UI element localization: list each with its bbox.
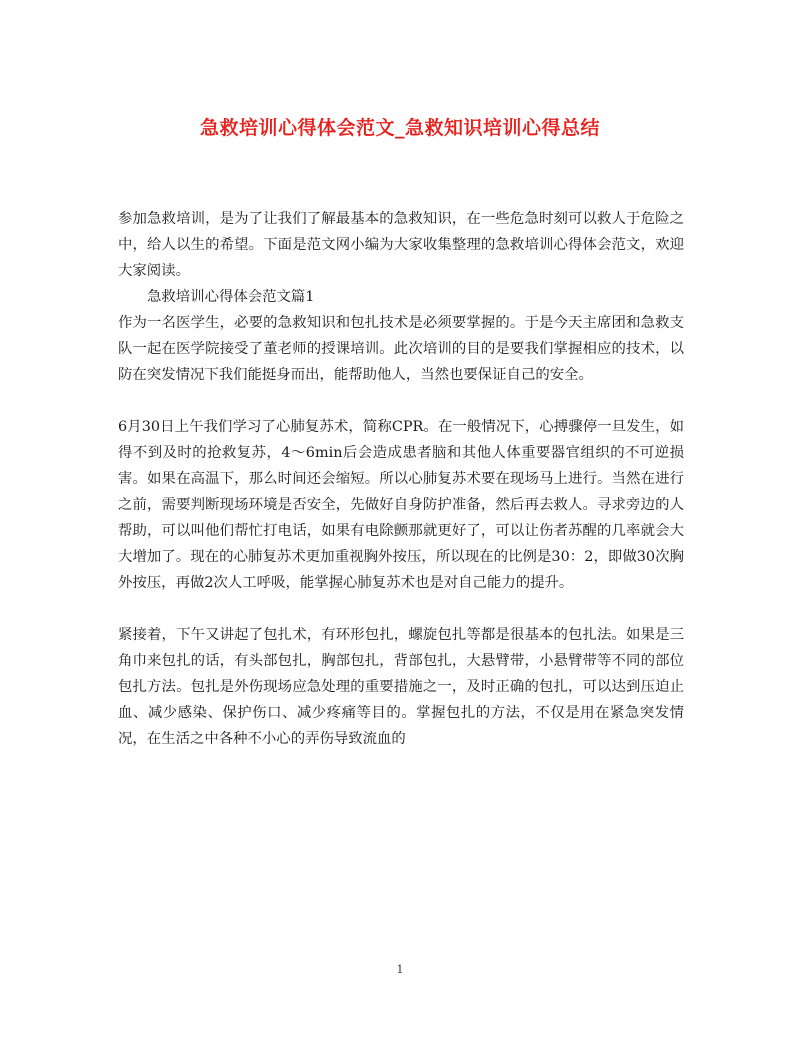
intro-paragraph: 参加急救培训，是为了让我们了解最基本的急救知识，在一些危急时刻可以救人于危险之中，给人以生的希望。下面是范文网小编为大家收集整理的急救培训心得体会范文，欢迎大家阅读。 xyxy=(118,211,684,279)
document-body xyxy=(118,206,684,752)
page-number: 1 xyxy=(396,963,404,976)
section-heading: 急救培训心得体会范文篇1 xyxy=(147,289,315,305)
document-title: 急救培训心得体会范文_急救知识培训心得总结 xyxy=(199,117,600,139)
body-paragraph-1: 作为一名医学生，必要的急救知识和包扎技术是必须要掌握的。于是今天主席团和急救支队一起在医学院接受了董老师的授课培训。此次培训的目的是要我们掌握相应的技术，以防在突发情况下我们能挺身而出，能帮助他人，当然也要保证自己的安全。 xyxy=(118,315,684,383)
body-paragraph-2: 6月30日上午我们学习了心肺复苏术，简称CPR。在一般情况下，心搏骤停一旦发生，如得不到及时的抢救复苏，4～6min后会造成患者脑和其他人体重要器官组织的不可逆损害。如果在高温下，那么时间还会缩短。所以心肺复苏术要在现场马上进行。当然在进行之前，需要判断现场环境是否安全，先做好自身防护准备，然后再去救人。寻求旁边的人帮助，可以叫他们帮忙打电话，如果有电除颤那就更好了，可以让伤者苏醒的几率就会大大增加了。现在的心肺复苏术更加重视胸外按压，所以现在的比例是30：2，即做30次胸外按压，再做2次人工呼吸，能掌握心肺复苏术也是对自己能力的提升。 xyxy=(118,419,684,591)
body-paragraph-3: 紧接着，下午又讲起了包扎术，有环形包扎，螺旋包扎等都是很基本的包扎法。如果是三角巾来包扎的话，有头部包扎，胸部包扎，背部包扎，大悬臂带，小悬臂带等不同的部位包扎方法。包扎是外伤现场应急处理的重要措施之一，及时正确的包扎，可以达到压迫止血、减少感染、保护伤口、减少疼痛等目的。掌握包扎的方法，不仅是用在紧急突发情况，在生活之中各种不小心的弄伤导致流血的 xyxy=(118,627,684,747)
